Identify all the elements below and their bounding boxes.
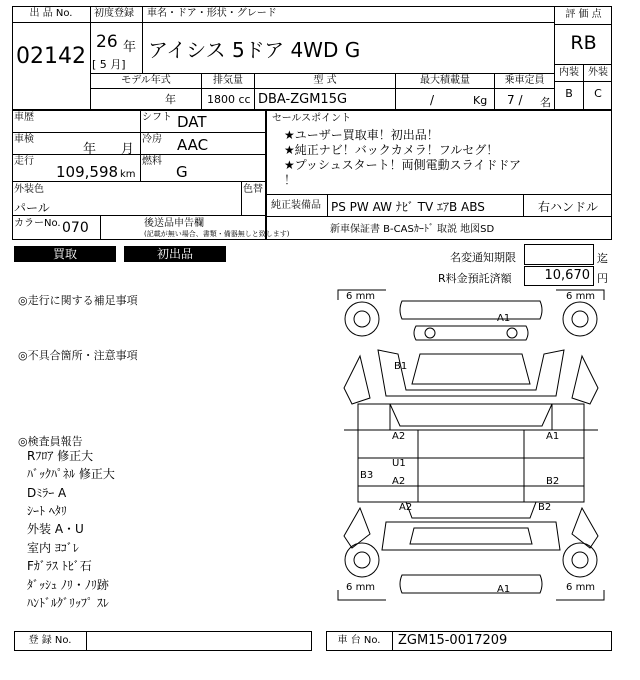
divider [241,182,242,216]
mileage-label: 走行 [14,156,34,167]
damage-mark: A2 [392,431,406,442]
year-unit: 年 [123,40,137,55]
damage-mark: A1 [546,431,560,442]
front-bumper [400,301,542,319]
sales-point-line: ★純正ナビ！バックカメラ！フルセグ！ [284,143,499,157]
name-change-label: 名変通知期限 [450,251,516,264]
exterior-grade: C [594,87,602,100]
divider [327,194,328,217]
inspector-note: Dﾐﾗｰ A [27,486,67,500]
rear-bumper [400,575,542,593]
mileage-unit: km [120,169,136,180]
rear-glass [406,502,536,518]
damage-mark: B2 [546,476,560,487]
rear-left-quarter [344,508,370,548]
interior-label: 内装 [559,67,579,78]
ac-value: AAC [177,136,209,154]
divider [12,181,266,182]
lot-label: 出 品 No. [29,8,73,19]
sales-point-line: ★プッシュスタート！両側電動スライドドア [284,158,521,172]
car-name-label: 車名・ドア・形状・グレード [147,8,277,19]
inspection-month-unit: 月 [121,142,135,157]
inspector-note: 外装 A・U [27,522,84,536]
damage-mark: U1 [392,458,406,469]
inspector-note: Rﾌﾛｱ 修正大 [27,449,94,463]
rear-right-quarter [572,508,598,548]
mileage-value: 109,598 [56,163,119,181]
inspector-heading: ◎検査員報告 [18,435,83,448]
tire-depth-front-right: 6 mm [566,291,596,302]
inspector-note: ﾊﾞｯｸﾊﾟﾈﾙ 修正大 [27,467,115,481]
divider [12,6,91,110]
inspector-note: ﾊﾝﾄﾞﾙｸﾞﾘｯﾌﾟ ｽﾚ [27,596,109,610]
divider [266,216,612,217]
sales-point-line: ★ユーザー買取車！初出品！ [284,128,439,142]
hood-inner [412,354,530,384]
damage-mark: A1 [497,584,511,595]
color-no-label: カラーNo. [14,218,61,229]
steering-value: 右ハンドル [537,200,598,214]
wheel-front-right [563,302,597,336]
inspection-label: 車検 [14,134,34,145]
max-load-unit: Kg [473,94,488,107]
sales-point-line: ！ [284,173,297,187]
equipment-value: PS PW AW ﾅﾋﾞ TV ｴｱB ABS [331,200,485,214]
wheel-rear-right [563,543,597,577]
tire-depth-front-left: 6 mm [346,291,376,302]
equipment-extras: 新車保証書 B-CASｶｰﾄﾞ 取説 地図SD [330,224,495,235]
tire-depth-rear-right: 6 mm [566,582,596,593]
recycle-label: R料金預託済額 [438,272,512,285]
divider [583,64,584,110]
divider [86,631,87,651]
front-left-fender [344,356,370,404]
docs-label: 後送品申告欄 [144,218,204,229]
rating-value: RB [570,32,597,54]
lot-number: 02142 [16,44,86,69]
max-load-value: / [430,93,435,107]
shift-label: シフト [142,112,172,123]
capacity-label: 乗車定員 [504,75,545,86]
inspector-note: ｼｰﾄ ﾍﾀﾘ [27,504,67,518]
color-no-value: 070 [62,220,89,236]
windshield [390,404,552,426]
purchase-badge: 買取 [14,246,116,262]
chassis-label: 車 台 No. [337,635,381,646]
car-name: アイシス 5ドア 4WD G [148,38,361,62]
divider [91,88,554,89]
ac-label: 冷房 [142,134,162,145]
fuel-label: 燃料 [142,156,162,167]
left-a-pillar [358,404,390,430]
shift-value: DAT [177,113,207,131]
name-change-unit: 迄 [597,252,608,265]
divider [140,110,141,182]
recycle-unit: 円 [597,272,608,285]
divider [91,22,554,23]
reg-no-label: 登 録 No. [28,635,72,646]
inspector-note: ﾀﾞｯｼｭ ﾉﾘ・ﾉﾘ跡 [27,578,109,592]
first-listing-badge: 初出品 [124,246,226,262]
repaint-label: 色替 [243,184,263,195]
equipment-label: 純正装備品 [271,200,321,211]
damage-mark: A2 [392,476,406,487]
displacement-label: 排気量 [213,75,243,86]
interior-grade: B [565,87,573,100]
divider [554,24,612,25]
inspector-note: Fｶﾞﾗｽ ﾄﾋﾞ石 [27,559,92,573]
divider [12,215,266,216]
sales-point-label: セールスポイント [272,113,352,124]
exterior-label: 外装 [588,67,608,78]
hood-panel [378,350,564,396]
recycle-value: 10,670 [544,268,590,283]
damage-mark: A2 [399,502,413,513]
exterior-color-label: 外装色 [14,184,44,195]
divider [91,6,143,23]
fuel-value: G [176,163,188,181]
inspection-year-unit: 年 [83,142,97,157]
rating-label: 評 価 点 [565,9,602,20]
tire-depth-rear-left: 6 mm [346,582,376,593]
damage-mark: B3 [360,470,374,481]
history-label: 車歴 [14,112,34,123]
inspector-note: 室内 ﾖｺﾞﾚ [27,541,79,555]
front-right-fender [572,356,598,404]
displacement-value: 1800 cc [207,93,251,106]
model-label: 型 式 [313,75,337,86]
docs-note: (記載が無い場合、書類・備器無しと致します) [144,230,290,238]
divider [392,631,393,651]
model-year-label: モデル年式 [121,75,171,86]
right-a-pillar [552,404,584,430]
chassis-value: ZGM15-0017209 [398,633,508,648]
model-year-unit: 年 [165,93,176,106]
supplement-heading: ◎走行に関する補足事項 [18,294,138,307]
capacity-value: 7 / [507,93,523,107]
damage-mark: A1 [497,313,511,324]
defects-heading: ◎不具合箇所・注意事項 [18,349,138,362]
first-reg-label: 初度登録 [94,8,134,19]
name-change-box [524,244,594,265]
exterior-color-value: パール [14,201,50,215]
model-code: DBA-ZGM15G [258,92,348,107]
divider [100,216,101,240]
capacity-unit: 名 [540,96,551,109]
divider [266,194,612,195]
first-reg-month: [ 5 月] [92,58,126,71]
damage-mark: B2 [538,502,552,513]
car-damage-diagram [330,286,612,604]
wheel-front-left [345,302,379,336]
wheel-rear-left [345,543,379,577]
damage-mark: B1 [394,361,408,372]
back-door [382,522,560,550]
max-load-label: 最大積載量 [420,75,470,86]
divider [91,73,554,74]
divider [12,154,266,155]
divider [12,132,266,133]
first-reg-year: 26 [96,32,118,52]
divider [91,22,143,73]
